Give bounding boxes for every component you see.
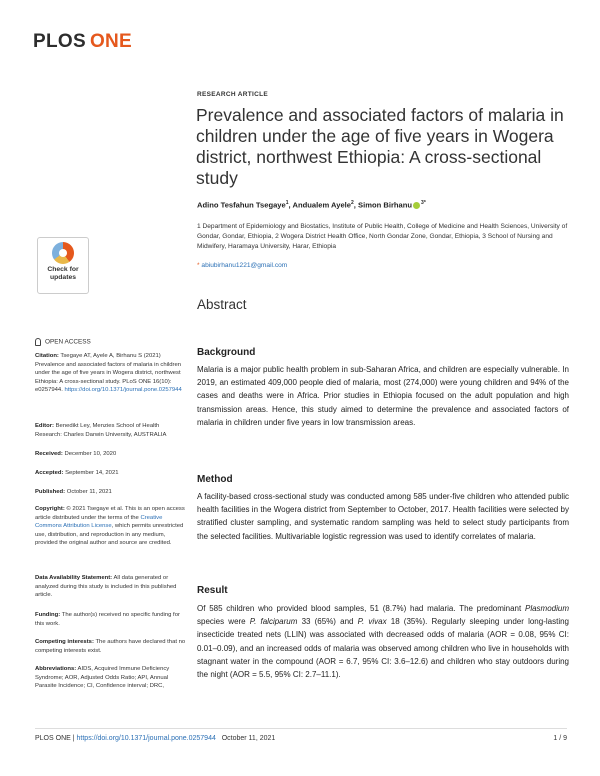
- citation-doi-link[interactable]: https://doi.org/10.1371/journal.pone.0257944: [64, 387, 182, 394]
- author-affil-mark: 1: [285, 200, 289, 206]
- editor-block: Editor: Benedikt Ley, Menzies School of Health Research: Charles Darwin University, AUSTRALIA: [35, 423, 167, 438]
- corresponding-email: [197, 262, 287, 269]
- check-for-updates-badge[interactable]: [37, 237, 89, 294]
- orcid-icon[interactable]: [413, 202, 420, 209]
- received-block: Received: December 10, 2020: [35, 451, 117, 457]
- competing-interests-block: Competing interests: The authors have declared that no competing interests exist.: [35, 639, 186, 654]
- result-heading: Result: [197, 585, 228, 596]
- author-name[interactable]: Andualem Ayele: [292, 200, 352, 210]
- crossmark-icon: [52, 242, 74, 264]
- author-list: Adino Tesfahun Tsegaye$^1$, Andualem Ayele$^2$, Simon Birhanu $^{3*}$: [197, 200, 426, 210]
- author-affil-mark: 3*: [421, 200, 426, 206]
- author-name[interactable]: Simon Birhanu: [358, 200, 413, 210]
- method-text: A facility-based cross-sectional study was conducted among 585 under-five children who attended public health facilities in the Wogera district from September to October, 2017. Health facilities were selected by stratified cluster sampling, and systematic random sampling was held to select study participants from the selected facilities. Multivariable logistic regression was used to identify correlates of malaria.: [197, 492, 569, 541]
- logo-one: ONE: [89, 31, 133, 52]
- journal-logo: [33, 31, 132, 53]
- affiliations: 1 Department of Epidemiology and Biostatics, Institute of Public Health, College of Medicine and Health Sciences, University of Gondar, Gondar, Ethiopia, 2 Wogera District Health Office, North Gondar Zone, Gondar, Ethiopia, 3 School of Nursing and Midwifery, Haramaya University, Harar, Ethiopia: [197, 223, 568, 250]
- citation-block: Citation: Tsegaye AT, Ayele A, Birhanu S (2021) Prevalence and associated factors of malaria in children under the age of five years in Wogera district, northwest Ethiopia: A cross-sectional study. PLoS ONE 16(10): e0257944. https://doi.org/10.1371/journal.pone.0257944: [35, 353, 182, 394]
- data-availability-block: Data Availability Statement: All data generated or analyzed during this study is included in this published article.: [35, 575, 177, 599]
- footer-divider: [35, 728, 567, 729]
- article-type: RESEARCH ARTICLE: [197, 91, 269, 98]
- method-heading: Method: [197, 474, 233, 485]
- footer-doi-link[interactable]: https://doi.org/10.1371/journal.pone.0257944: [76, 735, 216, 742]
- author-affil-mark: 2: [351, 200, 354, 206]
- check-line1: Check for: [47, 266, 79, 273]
- accepted-block: Accepted: September 14, 2021: [35, 470, 119, 476]
- author-name[interactable]: Adino Tesfahun Tsegaye: [197, 200, 286, 210]
- logo-plos: PLOS: [33, 31, 86, 52]
- check-line2: updates: [49, 274, 77, 281]
- result-text: Of 585 children who provided blood samples, 51 (8.7%) had malaria. The predominant Plasmodium species were P. falciparum 33 (65%) and P. vivax 18 (35%). Regularly sleeping under long-lasting insecticide treated nets (LLIN) was associated with decreased odds of malaria (AOR = 0.08, 95% CI: 0.01–0.09), and an increased odds of malaria was observed among children who live in households with stagnant water in the compound (AOR = 6.7, 95% CI: 3.6–12.6) and children who stay outdoors during the night (AOR = 5.5, 95% CI: 2.7–11.1).: [197, 604, 569, 680]
- page-footer: PLOS ONE | https://doi.org/10.1371/journal.pone.0257944 October 11, 2021 1 / 9: [35, 735, 567, 742]
- abbreviations-block: Abbreviations: AIDS, Acquired Immune Deficiency Syndrome; AOR, Adjusted Odds Ratio; API, Annual Parasite Incidence; CI, Confidence interval; DRC,: [35, 666, 170, 690]
- background-heading: Background: [197, 347, 256, 358]
- article-title: Prevalence and associated factors of malaria in children under the age of five years in Wogera district, northwest Ethiopia: A cross-sectional study: [196, 105, 564, 188]
- page-number: 1 / 9: [553, 735, 567, 742]
- footer-journal: PLOS ONE: [35, 735, 71, 742]
- background-text: Malaria is a major public health problem in sub-Saharan Africa, and children are especially vulnerable. In 2019, an estimated 409,000 people died of malaria, most (274,000) were young children and 94% of the cases and deaths were in Africa. Prior studies in Ethiopia focused on the adult population and high transmission areas. Hence, this study aimed to determine the prevalence and associated factors of malaria in children under five years in low transmission areas.: [197, 365, 569, 427]
- funding-block: Funding: The author(s) received no specific funding for this work.: [35, 612, 180, 627]
- open-access-label: OPEN ACCESS: [35, 338, 91, 346]
- citation-label: Citation:: [35, 353, 59, 359]
- published-block: Published: October 11, 2021: [35, 489, 112, 495]
- abstract-heading: Abstract: [197, 297, 247, 312]
- copyright-block: Copyright: © 2021 Tsegaye et al. This is an open access article distributed under the terms of the Creative Commons Attribution License, which permits unrestricted use, distribution, and reproduction in any medium, provided the original author and source are credited.: [35, 506, 185, 547]
- open-lock-icon: [35, 338, 41, 346]
- footer-date: October 11, 2021: [221, 735, 276, 742]
- license-link[interactable]: Creative Commons Attribution License: [35, 514, 163, 530]
- corresponding-star: *: [197, 262, 200, 269]
- email-link[interactable]: abiubirhanu1221@gmail.com: [201, 262, 288, 269]
